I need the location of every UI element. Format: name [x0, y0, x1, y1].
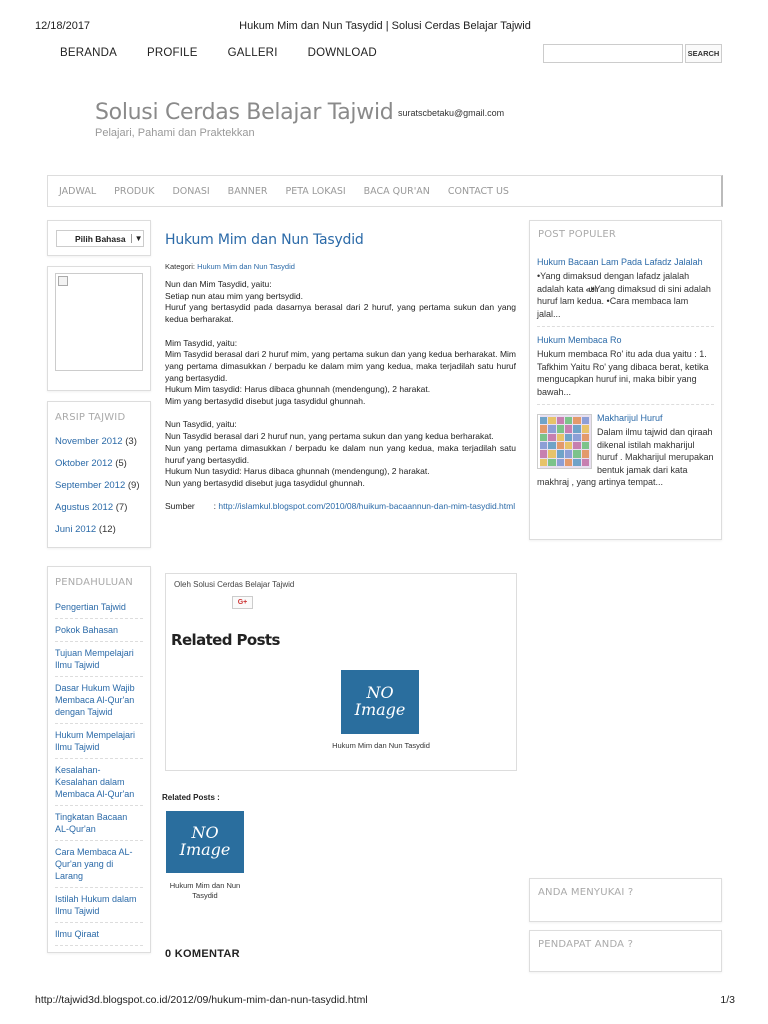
no-image-line2: Image: [354, 700, 406, 719]
category-link[interactable]: Hukum Mim dan Nun Tasydid: [197, 262, 295, 271]
menyukai-widget: [529, 878, 722, 922]
nav-galleri[interactable]: GALLERI: [227, 47, 278, 59]
related-post-caption-2[interactable]: Hukum Mim dan Nun Tasydid: [169, 881, 241, 900]
print-url: http://tajwid3d.blogspot.co.id/2012/09/hukum-mim-dan-nun-tasydid.html: [35, 994, 368, 1006]
pendapat-widget: [529, 930, 722, 972]
menu-donasi[interactable]: DONASI: [172, 185, 210, 197]
archive-item[interactable]: [55, 519, 143, 541]
no-image-line1: NO: [366, 683, 394, 703]
archive-widget: [47, 401, 151, 548]
menu-contact-us[interactable]: CONTACT US: [447, 185, 509, 197]
author-byline: Oleh Solusi Cerdas Belajar Tajwid: [174, 580, 295, 589]
source-label: Sumber :: [165, 501, 217, 512]
popular-item: [530, 334, 721, 398]
popular-item-title[interactable]: Hukum Membaca Ro: [537, 335, 622, 346]
post-paragraph: Nun dan Mim Tasydid, yaitu: Setiap nun atau mim yang bertsydid. Huruf yang bertasydid pada dasarnya berasal dari 2 huruf, yang pertama sukun dan yang kedua berharakat.: [165, 279, 516, 325]
menyukai-title: ANDA MENYUKAI ?: [538, 887, 634, 898]
comment-count: 0 KOMENTAR: [165, 948, 240, 960]
menu-produk[interactable]: PRODUK: [114, 185, 155, 197]
pendahuluan-item[interactable]: Pokok Bahasan: [55, 619, 143, 642]
pendahuluan-item[interactable]: Dasar Hukum Wajib Membaca Al-Qur'an dengan Tajwid: [55, 677, 143, 724]
no-image-line2: Image: [179, 840, 231, 859]
gplus-button[interactable]: G+: [232, 596, 253, 609]
popular-title: POST POPULER: [538, 229, 617, 240]
popular-widget: [529, 220, 722, 540]
popular-item: [530, 412, 721, 488]
archive-link[interactable]: Agustus 2012: [55, 502, 114, 513]
blog-title[interactable]: Solusi Cerdas Belajar Tajwid: [95, 100, 394, 125]
pendahuluan-item[interactable]: Pengertian Tajwid: [55, 596, 143, 619]
search-button[interactable]: SEARCH: [685, 44, 722, 63]
archive-link[interactable]: Oktober 2012: [55, 458, 113, 469]
post-source: [165, 501, 516, 512]
pendahuluan-title: PENDAHULUAN: [55, 577, 133, 588]
archive-item[interactable]: [55, 431, 143, 453]
nav-profile[interactable]: PROFILE: [147, 47, 198, 59]
popular-item-snippet: Hukum membaca Ro' itu ada dua yaitu : 1. Tafkhim Yaitu Ro' yang dibaca berat, ketika mengucapkan huruf ini, maka bibir yang bawah...: [537, 349, 709, 397]
pendahuluan-item[interactable]: Kesalahan-Kesalahan dalam Membaca Al-Qur'an: [55, 759, 143, 806]
post-main: [160, 220, 520, 512]
menu-baca-quran[interactable]: BACA QUR'AN: [363, 185, 430, 197]
pendahuluan-item[interactable]: Hukum Mempelajari Ilmu Tajwid: [55, 724, 143, 759]
category-label: Kategori:: [165, 262, 196, 271]
archive-count: (5): [115, 458, 127, 469]
archive-count: (9): [127, 480, 140, 491]
popular-item-snippet: Dalam ilmu tajwid dan qiraah dikenal istilah makharijul huruf . Makharijul merupakan bentuk jamak dari kata makhraj , yang artinya tempat...: [537, 427, 714, 488]
chevron-down-icon: ▼: [131, 234, 143, 243]
archive-item[interactable]: [55, 497, 143, 519]
no-image-line1: NO: [191, 823, 219, 843]
pendahuluan-widget: [47, 566, 151, 953]
popular-item: [530, 256, 721, 320]
author-box: [165, 573, 517, 771]
top-nav: [60, 47, 407, 59]
pendapat-title: PENDAPAT ANDA ?: [538, 939, 634, 950]
broken-image: [55, 273, 143, 371]
pendahuluan-item[interactable]: Tingkatan Bacaan AL-Qur'an: [55, 806, 143, 841]
post-body: [165, 279, 516, 490]
language-select[interactable]: [56, 230, 144, 247]
popular-item-title[interactable]: Makharijul Huruf: [597, 413, 663, 424]
post-title[interactable]: Hukum Mim dan Nun Tasydid: [165, 232, 364, 248]
pendahuluan-item[interactable]: Istilah Hukum dalam Ilmu Tajwid: [55, 888, 143, 923]
post-meta: [165, 262, 520, 271]
pendahuluan-item[interactable]: Ilmu Qiraat: [55, 923, 143, 946]
archive-item[interactable]: [55, 475, 143, 497]
print-doc-title: Hukum Mim dan Nun Tasydid | Solusi Cerdas Belajar Tajwid: [239, 20, 531, 32]
print-date: 12/18/2017: [35, 20, 91, 32]
pendahuluan-item[interactable]: Tujuan Mempelajari Ilmu Tajwid: [55, 642, 143, 677]
blog-email: suratscbetaku@gmail.com: [398, 108, 505, 118]
pendahuluan-list: [48, 596, 150, 952]
thumbnail-pattern: [540, 417, 589, 466]
source-link[interactable]: http://islamkul.blogspot.com/2010/08/huikum-bacaannun-dan-mim-tasydid.html: [218, 501, 516, 512]
pendahuluan-item[interactable]: Cara Membaca AL-Qur'an yang di Larang: [55, 841, 143, 888]
popular-thumbnail[interactable]: [537, 414, 592, 469]
archive-count: (7): [115, 502, 128, 513]
related-posts-heading: Related Posts: [171, 631, 280, 649]
language-widget: [47, 220, 151, 256]
nav-download[interactable]: DOWNLOAD: [307, 47, 377, 59]
menu-peta-lokasi[interactable]: PETA LOKASI: [285, 185, 346, 197]
divider: [537, 326, 714, 327]
no-image-thumbnail-2[interactable]: [166, 811, 244, 873]
no-image-thumbnail[interactable]: [341, 670, 419, 734]
language-label: Pilih Bahasa: [75, 233, 126, 244]
divider: [537, 404, 714, 405]
popular-item-snippet: •Yang dimaksud dengan lafadz jalalah adalah kata ﷲ•Yang dimaksud di sini adalah huruf lam kedua. •Cara membaca lam jalal...: [537, 271, 711, 319]
broken-image-icon: [58, 276, 68, 286]
sidebar-left: [47, 220, 151, 963]
menu-banner[interactable]: BANNER: [227, 185, 268, 197]
post-paragraph: Nun Tasydid, yaitu: Nun Tasydid berasal dari 2 huruf nun, yang pertama sukun dan yang kedua berharakat. Nun yang pertama dimasukkan / berpadu ke dalam nun yang kedua, maka terjadilah satu huruf yang bertasydid. Hukum Nun tasydid: Harus dibaca ghunnah (mendengung), 2 harakat. Nun yang bertasydid disebut juga tasydidul ghunnah.: [165, 419, 516, 488]
archive-item[interactable]: [55, 453, 143, 475]
blog-description: Pelajari, Pahami dan Praktekkan: [95, 127, 255, 139]
related-post-caption[interactable]: Hukum Mim dan Nun Tasydid: [332, 741, 430, 750]
archive-link[interactable]: November 2012: [55, 436, 123, 447]
popular-item-title[interactable]: Hukum Bacaan Lam Pada Lafadz Jalalah: [537, 257, 703, 267]
nav-beranda[interactable]: BERANDA: [60, 47, 117, 59]
print-page-number: 1/3: [720, 994, 735, 1006]
menu-jadwal[interactable]: JADWAL: [59, 185, 97, 197]
menu-bar: [47, 175, 723, 207]
related-posts-heading-2: Related Posts :: [162, 793, 220, 802]
archive-link[interactable]: Juni 2012: [55, 524, 97, 535]
archive-link[interactable]: September 2012: [55, 480, 126, 491]
search-input[interactable]: [543, 44, 683, 63]
archive-list: [48, 431, 150, 547]
archive-count: (12): [98, 524, 116, 535]
archive-title: ARSIP TAJWID: [55, 412, 126, 423]
post-paragraph: Mim Tasydid, yaitu: Mim Tasydid berasal dari 2 huruf mim, yang pertama sukun dan yang kedua berharakat. Mim yang pertama dimasukkan / berpadu ke dalam mim yang kedua, maka terjadilah satu huruf yang bertasydid. Hukum Mim tasydid: Harus dibaca ghunnah (mendengung), 2 harakat. Mim yang bertasydid disebut juga tasydidul ghunnah.: [165, 337, 516, 407]
archive-count: (3): [125, 436, 137, 447]
image-widget: [47, 266, 151, 391]
